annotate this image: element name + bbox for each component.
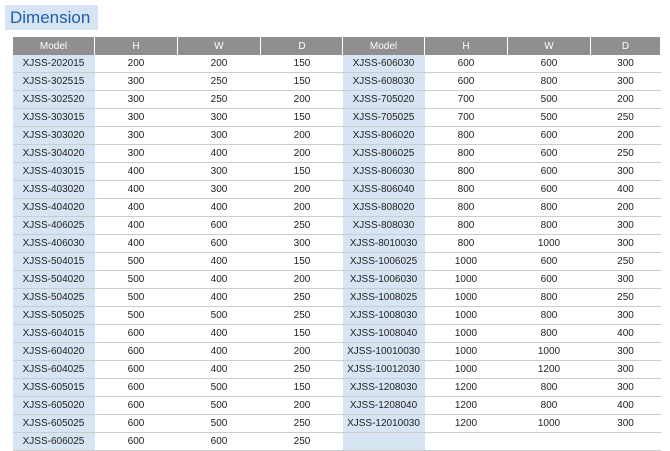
d-cell: 400 — [591, 325, 661, 343]
w-cell: 600 — [178, 235, 261, 253]
d-cell: 150 — [261, 73, 344, 91]
table-row — [343, 199, 661, 217]
d-cell: 250 — [591, 145, 661, 163]
w-cell: 500 — [178, 415, 261, 433]
w-cell: 800 — [508, 307, 591, 325]
table-row — [13, 55, 344, 73]
model-cell: XJSS-1008030 — [343, 307, 425, 325]
table-row — [13, 343, 344, 361]
h-cell: 800 — [425, 217, 508, 235]
h-cell: 1000 — [425, 289, 508, 307]
h-cell: 400 — [95, 217, 178, 235]
h-cell: 1000 — [425, 253, 508, 271]
column-header-d: D — [591, 37, 661, 55]
table-row — [343, 145, 661, 163]
table-row — [13, 289, 344, 307]
h-cell: 400 — [95, 235, 178, 253]
w-cell: 300 — [178, 181, 261, 199]
h-cell: 600 — [425, 73, 508, 91]
d-cell: 300 — [591, 361, 661, 379]
table-row — [343, 91, 661, 109]
table-row — [343, 325, 661, 343]
h-cell: 200 — [95, 55, 178, 73]
w-cell: 800 — [508, 217, 591, 235]
w-cell: 300 — [178, 127, 261, 145]
w-cell: 1000 — [508, 415, 591, 433]
model-cell: XJSS-303015 — [13, 109, 95, 127]
h-cell: 500 — [95, 253, 178, 271]
d-cell: 150 — [261, 163, 344, 181]
h-cell: 600 — [95, 397, 178, 415]
model-cell: XJSS-808030 — [343, 217, 425, 235]
table-row — [13, 217, 344, 235]
h-cell: 400 — [95, 163, 178, 181]
d-cell: 300 — [591, 235, 661, 253]
table-row — [13, 109, 344, 127]
model-cell: XJSS-1208040 — [343, 397, 425, 415]
h-cell: 500 — [95, 307, 178, 325]
w-cell: 600 — [508, 253, 591, 271]
w-cell: 400 — [178, 289, 261, 307]
w-cell: 800 — [508, 397, 591, 415]
h-cell: 800 — [425, 235, 508, 253]
model-cell: XJSS-1006030 — [343, 271, 425, 289]
w-cell: 1200 — [508, 361, 591, 379]
table-header-row — [13, 37, 344, 55]
d-cell: 300 — [591, 379, 661, 397]
model-cell: XJSS-504015 — [13, 253, 95, 271]
model-cell: XJSS-806020 — [343, 127, 425, 145]
d-cell: 250 — [261, 361, 344, 379]
d-cell: 250 — [261, 307, 344, 325]
d-cell: 300 — [591, 217, 661, 235]
table-header-row — [343, 37, 661, 55]
model-cell: XJSS-406025 — [13, 217, 95, 235]
d-cell: 200 — [591, 199, 661, 217]
w-cell: 800 — [508, 199, 591, 217]
column-header-d: D — [261, 37, 344, 55]
table-row — [13, 325, 344, 343]
h-cell: 1000 — [425, 325, 508, 343]
model-cell: XJSS-8010030 — [343, 235, 425, 253]
h-cell: 1000 — [425, 343, 508, 361]
table-row — [343, 163, 661, 181]
column-header-w: W — [178, 37, 261, 55]
h-cell: 400 — [95, 199, 178, 217]
h-cell: 600 — [95, 433, 178, 451]
model-cell: XJSS-605015 — [13, 379, 95, 397]
h-cell: 800 — [425, 163, 508, 181]
model-cell: XJSS-1006025 — [343, 253, 425, 271]
w-cell: 1000 — [508, 235, 591, 253]
w-cell: 500 — [508, 109, 591, 127]
column-header-model: Model — [343, 37, 425, 55]
model-cell: XJSS-604015 — [13, 325, 95, 343]
dimension-table-left — [12, 37, 344, 451]
model-cell: XJSS-1008040 — [343, 325, 425, 343]
h-cell: 600 — [95, 343, 178, 361]
table-row — [343, 127, 661, 145]
d-cell: 200 — [261, 127, 344, 145]
d-cell: 300 — [591, 271, 661, 289]
d-cell: 250 — [261, 415, 344, 433]
h-cell: 600 — [95, 361, 178, 379]
w-cell: 800 — [508, 73, 591, 91]
h-cell: 1000 — [425, 307, 508, 325]
model-cell: XJSS-605025 — [13, 415, 95, 433]
w-cell: 1000 — [508, 343, 591, 361]
h-cell: 700 — [425, 109, 508, 127]
w-cell: 200 — [178, 55, 261, 73]
h-cell: 300 — [95, 73, 178, 91]
table-row — [343, 235, 661, 253]
h-cell: 1200 — [425, 379, 508, 397]
model-cell: XJSS-604025 — [13, 361, 95, 379]
model-cell: XJSS-1208030 — [343, 379, 425, 397]
model-cell: XJSS-705020 — [343, 91, 425, 109]
h-cell: 700 — [425, 91, 508, 109]
table-row — [343, 109, 661, 127]
table-row — [343, 379, 661, 397]
table-row — [13, 163, 344, 181]
h-cell: 600 — [95, 379, 178, 397]
h-cell: 500 — [95, 271, 178, 289]
w-cell: 600 — [508, 271, 591, 289]
column-header-h: H — [425, 37, 508, 55]
dimension-table-right — [342, 37, 661, 451]
table-row — [343, 73, 661, 91]
h-cell: 1200 — [425, 397, 508, 415]
w-cell: 800 — [508, 289, 591, 307]
d-cell: 300 — [591, 73, 661, 91]
w-cell: 400 — [178, 253, 261, 271]
w-cell: 500 — [178, 379, 261, 397]
model-cell: XJSS-806040 — [343, 181, 425, 199]
column-header-h: H — [95, 37, 178, 55]
w-cell: 250 — [178, 73, 261, 91]
table-row — [13, 361, 344, 379]
table-row — [343, 361, 661, 379]
d-cell: 200 — [261, 199, 344, 217]
column-header-model: Model — [13, 37, 95, 55]
h-cell: 800 — [425, 145, 508, 163]
d-cell: 250 — [261, 217, 344, 235]
model-cell: XJSS-808020 — [343, 199, 425, 217]
w-cell: 400 — [178, 271, 261, 289]
d-cell: 150 — [261, 109, 344, 127]
d-cell: 300 — [591, 163, 661, 181]
table-row — [343, 253, 661, 271]
d-cell: 150 — [261, 325, 344, 343]
model-cell: XJSS-608030 — [343, 73, 425, 91]
h-cell: 300 — [95, 145, 178, 163]
model-cell: XJSS-302515 — [13, 73, 95, 91]
h-cell: 800 — [425, 181, 508, 199]
h-cell: 300 — [95, 109, 178, 127]
table-row — [13, 379, 344, 397]
d-cell: 200 — [591, 91, 661, 109]
h-cell: 800 — [425, 127, 508, 145]
d-cell: 400 — [591, 397, 661, 415]
w-cell: 400 — [178, 199, 261, 217]
model-cell: XJSS-12010030 — [343, 415, 425, 433]
d-cell: 300 — [591, 307, 661, 325]
model-cell: XJSS-605020 — [13, 397, 95, 415]
table-row — [13, 91, 344, 109]
w-cell: 500 — [178, 307, 261, 325]
w-cell: 400 — [178, 361, 261, 379]
table-row — [13, 73, 344, 91]
w-cell: 400 — [178, 325, 261, 343]
table-row — [343, 181, 661, 199]
d-cell: 150 — [261, 379, 344, 397]
model-cell: XJSS-304020 — [13, 145, 95, 163]
w-cell: 600 — [178, 217, 261, 235]
table-row — [13, 253, 344, 271]
table-row — [343, 55, 661, 73]
d-cell: 300 — [591, 415, 661, 433]
d-cell: 150 — [261, 253, 344, 271]
w-cell: 600 — [508, 181, 591, 199]
page-title: Dimension — [5, 5, 98, 30]
model-cell: XJSS-504025 — [13, 289, 95, 307]
table-row — [343, 307, 661, 325]
w-cell: 250 — [178, 91, 261, 109]
model-cell: XJSS-403015 — [13, 163, 95, 181]
w-cell: 800 — [508, 325, 591, 343]
h-cell: 600 — [95, 415, 178, 433]
model-cell: XJSS-303020 — [13, 127, 95, 145]
model-cell: XJSS-705025 — [343, 109, 425, 127]
w-cell: 500 — [508, 91, 591, 109]
model-cell: XJSS-606025 — [13, 433, 95, 451]
h-cell: 400 — [95, 181, 178, 199]
h-cell: 600 — [95, 325, 178, 343]
table-row — [13, 127, 344, 145]
w-cell: 300 — [178, 109, 261, 127]
d-cell: 300 — [591, 343, 661, 361]
h-cell: 600 — [425, 55, 508, 73]
model-cell: XJSS-10010030 — [343, 343, 425, 361]
table-row — [13, 397, 344, 415]
w-cell: 300 — [178, 163, 261, 181]
d-cell: 400 — [591, 181, 661, 199]
d-cell: 250 — [591, 289, 661, 307]
model-cell: XJSS-504020 — [13, 271, 95, 289]
d-cell: 200 — [261, 145, 344, 163]
w-cell: 800 — [508, 379, 591, 397]
h-cell: 1200 — [425, 415, 508, 433]
model-cell: XJSS-806025 — [343, 145, 425, 163]
model-cell: XJSS-302520 — [13, 91, 95, 109]
d-cell: 300 — [591, 55, 661, 73]
table-row — [343, 217, 661, 235]
d-cell: 200 — [261, 181, 344, 199]
h-cell: 300 — [95, 91, 178, 109]
d-cell: 200 — [591, 127, 661, 145]
d-cell: 200 — [261, 271, 344, 289]
d-cell: 200 — [261, 343, 344, 361]
table-row — [343, 271, 661, 289]
table-row — [13, 181, 344, 199]
d-cell: 250 — [591, 253, 661, 271]
table-row — [343, 289, 661, 307]
column-header-w: W — [508, 37, 591, 55]
w-cell: 400 — [178, 145, 261, 163]
table-row — [13, 235, 344, 253]
h-cell: 1000 — [425, 361, 508, 379]
h-cell: 800 — [425, 199, 508, 217]
model-cell: XJSS-604020 — [13, 343, 95, 361]
w-cell: 500 — [178, 397, 261, 415]
model-cell: XJSS-806030 — [343, 163, 425, 181]
model-cell: XJSS-202015 — [13, 55, 95, 73]
w-cell: 600 — [508, 127, 591, 145]
table-row — [343, 415, 661, 433]
w-cell: 600 — [508, 163, 591, 181]
table-row — [13, 307, 344, 325]
d-cell: 250 — [591, 109, 661, 127]
d-cell: 250 — [261, 289, 344, 307]
w-cell: 600 — [508, 55, 591, 73]
d-cell: 250 — [261, 433, 344, 451]
model-cell: XJSS-404020 — [13, 199, 95, 217]
model-cell: XJSS-10012030 — [343, 361, 425, 379]
model-cell: XJSS-406030 — [13, 235, 95, 253]
table-row — [13, 199, 344, 217]
table-row — [13, 271, 344, 289]
model-cell: XJSS-1008025 — [343, 289, 425, 307]
h-cell: 300 — [95, 127, 178, 145]
d-cell: 300 — [261, 235, 344, 253]
w-cell: 600 — [178, 433, 261, 451]
table-row — [13, 145, 344, 163]
d-cell: 200 — [261, 91, 344, 109]
model-cell: XJSS-403020 — [13, 181, 95, 199]
d-cell: 150 — [261, 55, 344, 73]
model-cell: XJSS-606030 — [343, 55, 425, 73]
table-row — [343, 343, 661, 361]
d-cell: 200 — [261, 397, 344, 415]
h-cell: 500 — [95, 289, 178, 307]
table-row — [13, 415, 344, 433]
w-cell: 400 — [178, 343, 261, 361]
model-cell: XJSS-505025 — [13, 307, 95, 325]
w-cell: 600 — [508, 145, 591, 163]
table-row — [343, 397, 661, 415]
h-cell: 1000 — [425, 271, 508, 289]
